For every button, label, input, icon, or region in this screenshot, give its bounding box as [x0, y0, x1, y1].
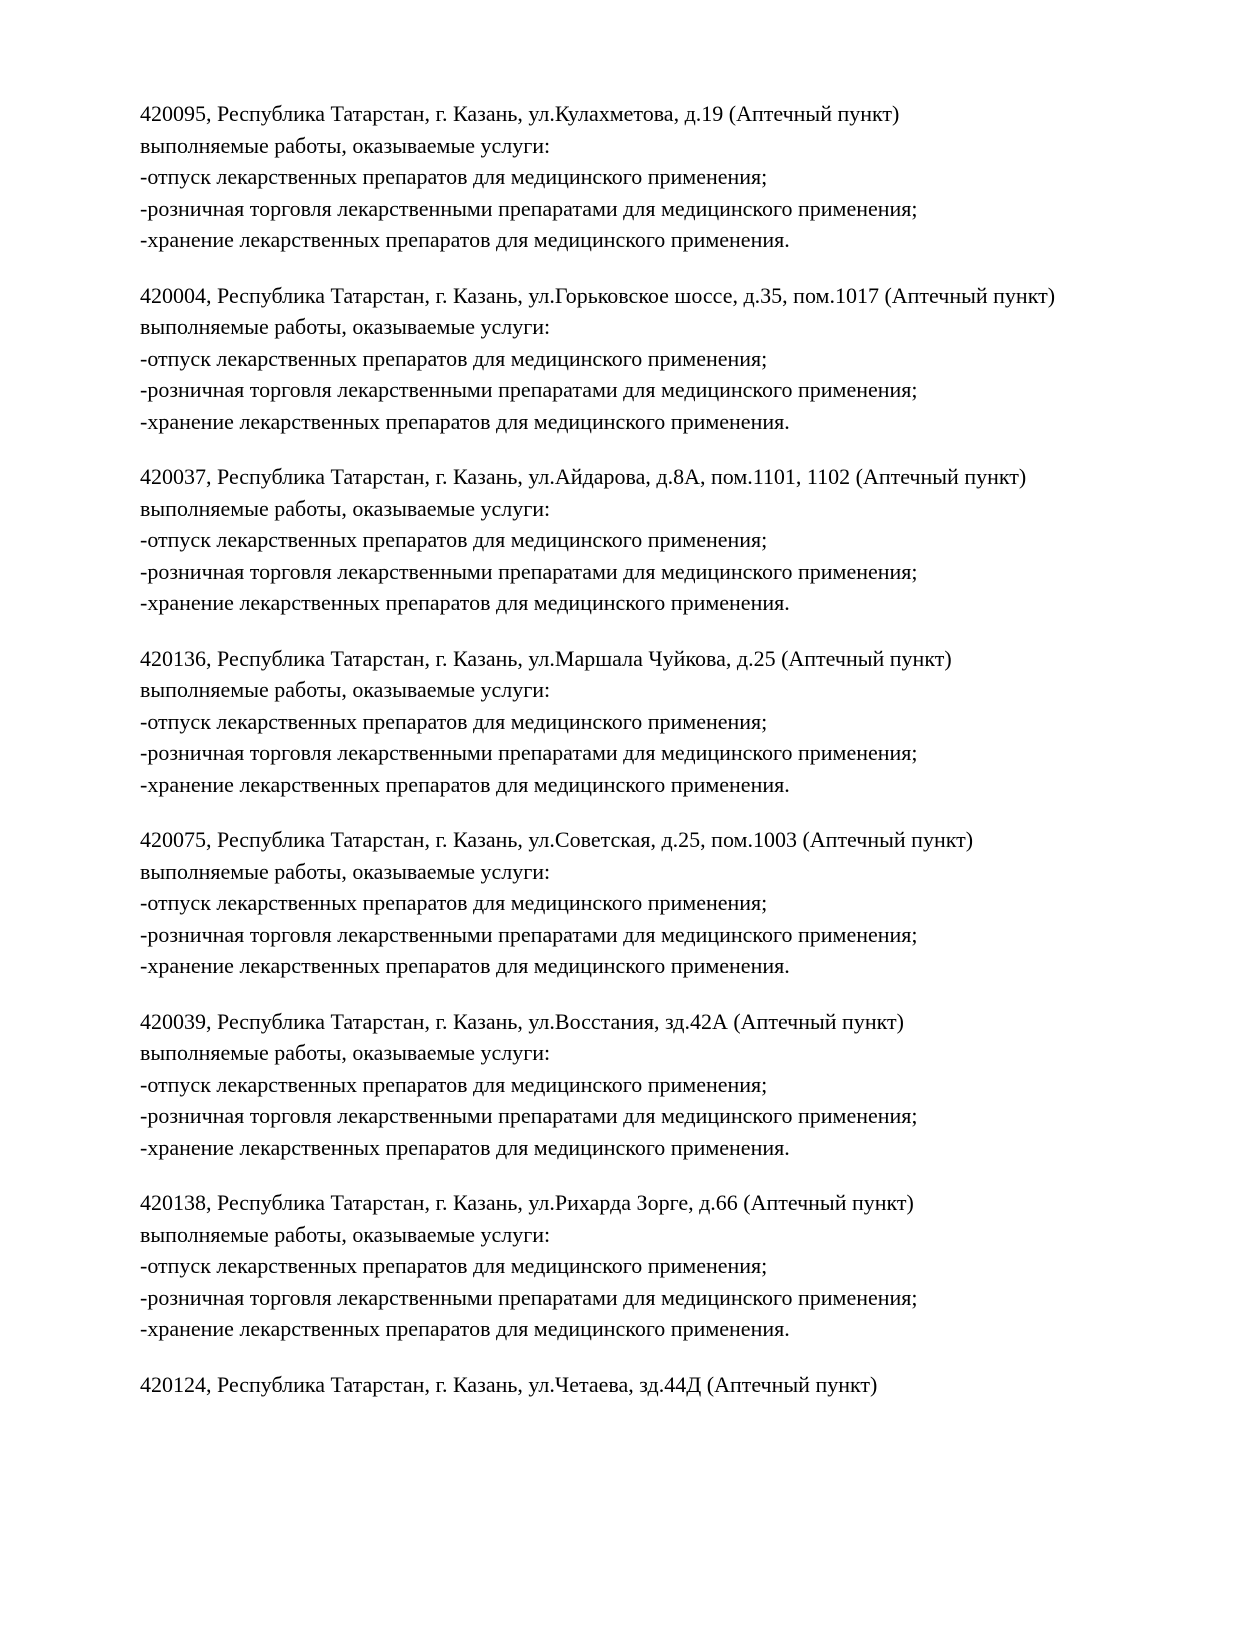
entry-address: 420037, Республика Татарстан, г. Казань, ул.Айдарова, д.8А, пом.1101, 1102 (Аптечный пункт)	[140, 464, 1027, 489]
entry-service-item: -отпуск лекарственных препаратов для медицинского применения;	[140, 1253, 768, 1278]
entry-services-header: выполняемые работы, оказываемые услуги:	[140, 1221, 551, 1247]
entry-service-item: -розничная торговля лекарственными препаратами для медицинского применения;	[140, 1284, 918, 1310]
entry-service-item: -розничная торговля лекарственными препаратами для медицинского применения;	[140, 558, 918, 584]
entry-service-item: -розничная торговля лекарственными препаратами для медицинского применения;	[140, 740, 918, 765]
pharmacy-entry	[140, 98, 1170, 256]
entry-service-item: -отпуск лекарственных препаратов для медицинского применения;	[140, 164, 768, 189]
entry-services-header: выполняемые работы, оказываемые услуги:	[140, 495, 551, 521]
entry-address: 420075, Республика Татарстан, г. Казань, ул.Советская, д.25, пом.1003 (Аптечный пункт)	[140, 827, 974, 852]
pharmacy-entry	[140, 824, 1170, 982]
entry-service-item: -хранение лекарственных препаратов для медицинского применения.	[140, 227, 790, 252]
entry-service-item: -розничная торговля лекарственными препаратами для медицинского применения;	[140, 195, 918, 221]
entry-services-header: выполняемые работы, оказываемые услуги:	[140, 314, 551, 339]
entry-service-item: -отпуск лекарственных препаратов для медицинского применения;	[140, 527, 768, 552]
pharmacy-entry	[140, 461, 1170, 619]
pharmacy-entry	[140, 280, 1170, 438]
entry-service-item: -отпуск лекарственных препаратов для медицинского применения;	[140, 708, 768, 734]
entry-address: 420095, Республика Татарстан, г. Казань, ул.Кулахметова, д.19 (Аптечный пункт)	[140, 101, 900, 126]
entry-services-header: выполняемые работы, оказываемые услуги:	[140, 132, 551, 158]
entry-service-item: -хранение лекарственных препаратов для медицинского применения.	[140, 590, 790, 615]
entry-services-header: выполняемые работы, оказываемые услуги:	[140, 1040, 551, 1065]
entry-address: 420138, Республика Татарстан, г. Казань, ул.Рихарда Зорге, д.66 (Аптечный пункт)	[140, 1190, 914, 1215]
entry-address: 420039, Республика Татарстан, г. Казань, ул.Восстания, зд.42А (Аптечный пункт)	[140, 1008, 904, 1034]
entry-service-item: -розничная торговля лекарственными препаратами для медицинского применения;	[140, 377, 918, 402]
entry-address: 420004, Республика Татарстан, г. Казань, ул.Горьковское шоссе, д.35, пом.1017 (Аптечный пункт)	[140, 282, 1056, 308]
pharmacy-entry	[140, 1187, 1170, 1345]
entry-service-item: -розничная торговля лекарственными препаратами для медицинского применения;	[140, 921, 918, 947]
pharmacy-entry	[140, 1369, 1170, 1401]
entry-address: 420136, Республика Татарстан, г. Казань, ул.Маршала Чуйкова, д.25 (Аптечный пункт)	[140, 645, 952, 671]
entry-service-item: -хранение лекарственных препаратов для медицинского применения.	[140, 771, 790, 797]
entry-services-header: выполняемые работы, оказываемые услуги:	[140, 858, 551, 884]
pharmacy-entry	[140, 1006, 1170, 1164]
entry-service-item: -отпуск лекарственных препаратов для медицинского применения;	[140, 345, 768, 371]
entry-service-item: -хранение лекарственных препаратов для медицинского применения.	[140, 1134, 790, 1160]
entry-service-item: -отпуск лекарственных препаратов для медицинского применения;	[140, 890, 768, 915]
document-content	[140, 98, 1170, 1400]
entry-service-item: -отпуск лекарственных препаратов для медицинского применения;	[140, 1071, 768, 1097]
pharmacy-entry	[140, 643, 1170, 801]
entry-service-item: -хранение лекарственных препаратов для медицинского применения.	[140, 1316, 790, 1341]
entry-service-item: -розничная торговля лекарственными препаратами для медицинского применения;	[140, 1103, 918, 1128]
entry-service-item: -хранение лекарственных препаратов для медицинского применения.	[140, 408, 790, 434]
entry-address: 420124, Республика Татарстан, г. Казань, ул.Четаева, зд.44Д (Аптечный пункт)	[140, 1371, 878, 1397]
entry-service-item: -хранение лекарственных препаратов для медицинского применения.	[140, 953, 790, 978]
entry-services-header: выполняемые работы, оказываемые услуги:	[140, 677, 551, 702]
